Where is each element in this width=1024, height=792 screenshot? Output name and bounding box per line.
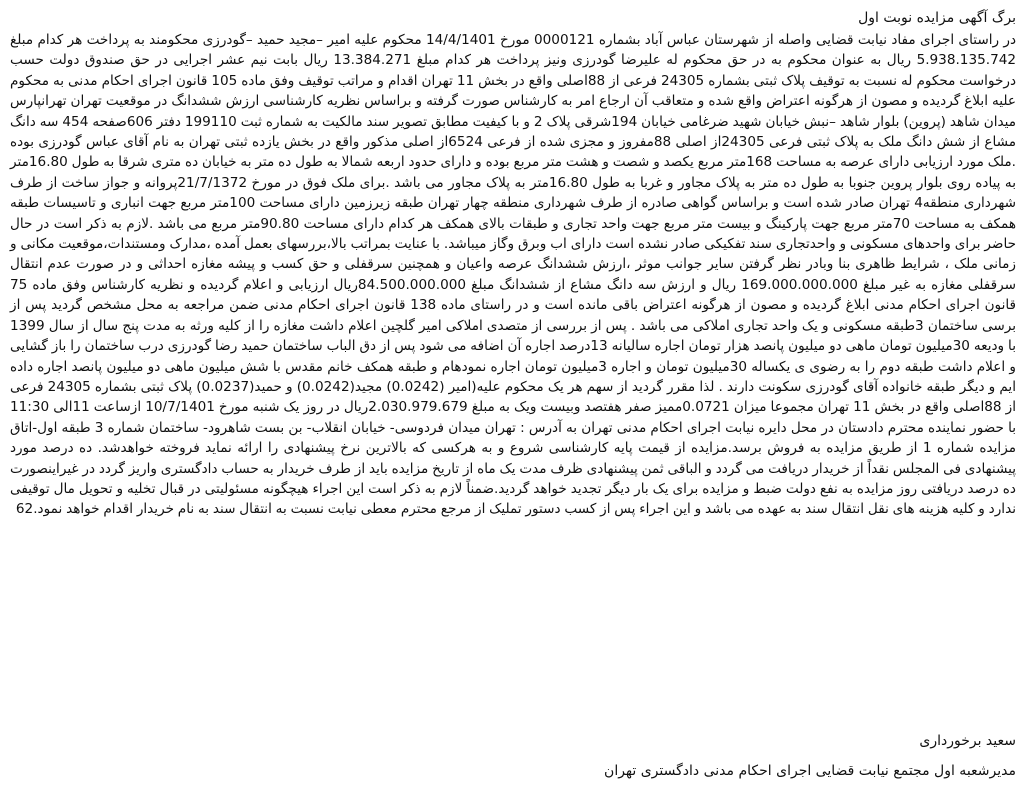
notice-body: در راستای اجرای مفاد نیابت قضایی واصله از شهرستان عباس آباد بشماره 0000121 مورخ 14/4/1401 محکوم علیه امیر –مجید حمید –گودرزی محکومند به پرداخت هر کدام مبلغ 5.938.135.742 ریال به عنوان محکوم به در حق محکوم له علیرضا گودرزی ونیز پرداخت هر کدام مبلغ 13.384.271 ریال بابت نیم عشر اجرایی در حق صندوق دولت حسب درخواست محکوم له نسبت به توقیف پلاک ثبتی بشماره 24305 فرعی از 88اصلی واقع در بخش 11 تهران اقدام و مراتب توقیف وفق ماده 105 قانون اجرای احکام مدنی به محکوم علیه ابلاغ گردیده و مصون از هرگونه اعتراض واقع شده و متعاقب آن ارجاع امر به کارشناس صورت گرفته و براساس نظریه کارشناسی ارزش ششدانگ در موقعیت تهران تهرانپارس میدان شاهد (پروین) بلوار شاهد –نبش خیابان شهید ضرغامی خیابان 194شرقی پلاک 2 و با کیفیت مطابق تصویر سند مالکیت به شماره ثبت 199110 دفتر 606صفحه 454 سه دانگ مشاع از شش دانگ ملک به پلاک ثبتی فرعی 24305از اصلی 88مفروز و مجزی شده از فرعی 6524از اصلی مذکور واقع در بخش یازده ثبتی تهران به نام آقای عباس گودرزی بوده .ملک مورد ارزیابی دارای عرصه به مساحت 168متر مربع یکصد و شصت و هشت متر مربع بوده و دارای حدود اربعه شمالا به طول ده متر به خیابان ده متری شرقا به طول 16.80متر به پیاده روی بلوار پروین جنوبا به طول ده متر به پلاک مجاور و غربا به طول 16.80متر به پلاک مجاور می باشد .برای ملک فوق در مورخ 21/7/1372پروانه و جواز ساخت از طرف شهرداری منطقه4 تهران صادر شده است و براساس گواهی صادره از طرف شهرداری منطقه چهار تهران طبقه زیرزمین دارای مساحت 100متر مربع جهت انباری و تاسیسات طبقه همکف به مساحت 70متر مربع جهت پارکینگ و بیست متر مربع جهت واحد تجاری و طبقات بالای همکف هر کدام دارای مساحت 90.80متر مربع می باشد .لازم به ذکر است در حال حاضر برای واحدهای مسکونی و واحدتجاری سند تفکیکی صادر نشده است دارای اب وبرق وگاز میباشد. با عنایت بمراتب بالا،بررسهای بعمل آمده ،مدارک ومستندات،موقعیت مکانی و زمانی ملک ، شرایط ظاهری بنا وبادر نظر گرفتن سایر جوانب موثر ،ارزش ششدانگ عرصه واعیان و همچنین سرقفلی و حق کسب و پیشه مغازه احداثی و در صورت عدم انتقال سرقفلی مغازه به غیر مبلغ 169.000.000.000 ریال و ارزش سه دانگ مشاع از ششدانگ مبلغ 84.500.000.000ریال ارزیابی و اعلام گردیده و نظریه کارشناس وفق ماده 75 قانون اجرای احکام مدنی ابلاغ گردیده و مصون از هرگونه اعتراض باقی مانده است و در راستای ماده 138 قانون اجرای احکام مدنی ضمن مراجعه به محل مشخص گردید پس از برسی ساختمان 3طبقه مسکونی و یک واحد تجاری املاکی می باشد . پس از بررسی از متصدی املاکی امیر گلچین اعلام داشت مغازه را از کلیه ورثه به مدت پنج سال از سال 1399 با ودیعه 30میلیون تومان ماهی دو میلیون پانصد هزار تومان اجاره سالیانه 13درصد اجاره آن اضافه می شود پس از دق الباب ساختمان حمید رضا گودرزی درب ساختمان را باز گشایی و اعلام داشت طبقه دوم را به رضوی ی یکساله 30میلیون تومان و اجاره 3میلیون تومان اجاره نمودهام و طبقه همکف خانم مقدس با شش میلیون ماهی دو میلیون پانصد اجاره داده ایم و دیگر طبقه خانواده آقای گودرزی سکونت دارند . لذا مقرر گردید از سهم هر یک محکوم علیه(امیر (0.0242) مجید(0.0242) و حمید(0.0237) پلاک ثبتی بشماره 24305 فرعی از 88اصلی واقع در بخش 11 تهران مجموعا میزان 0.0721ممیز صفر هفتصد وبیست ویک به مبلغ 2.030.979.679ریال در روز یک شنبه مورخ 10/7/1401 ازساعت 11الی 11:30 با حضور نماینده محترم دادستان در محل دایره نیابت اجرای احکام مدنی تهران به آدرس : تهران میدان فردوسی- خیابان انقلاب- بن بست شاهرود- ساختمان شماره 3 طبقه اول-اتاق مزایده شماره 1 از طریق مزایده به فروش برسد.مزایده از قیمت پایه کارشناسی شروع و به هرکسی که بالاترین نرخ پیشنهادی را ارائه نماید فروخته خواهدشد. ده درصد مورد پیشنهادی فی المجلس نقداً از خریدار دریافت می گردد و الباقی ثمن پیشنهادی ظرف مدت یک ماه از تاریخ مزایده باید از طرف خریدار به حساب دادگستری واریز گردد در غیراینصورت ده درصد دریافتی روز مزایده به نفع دولت ضبط و مزایده برای یک بار دیگر تجدید خواهد گردید.ضمناً لازم به ذکر است این اجراء هیچگونه مسئولیتی در قبال تخلیه و تحویل مال توقیفی ندارد و کلیه هزینه های نقل انتقال سند به عهده می باشد و این اجراء پس از کسب دستور تملیک از مرجع محترم معطی نیابت نسبت به انتقال سند به نام خریدار اقدام خواهد نمود.62: [10, 32, 1017, 518]
auction-notice: [4, 0, 1020, 792]
notice-title: برگ آگهی مزایده نوبت اول: [858, 10, 1016, 26]
signer-name: سعید برخورداری: [919, 733, 1016, 749]
signer-office: مدیرشعبه اول مجتمع نیابت قضایی اجرای احکام مدنی دادگستری تهران: [604, 763, 1016, 779]
